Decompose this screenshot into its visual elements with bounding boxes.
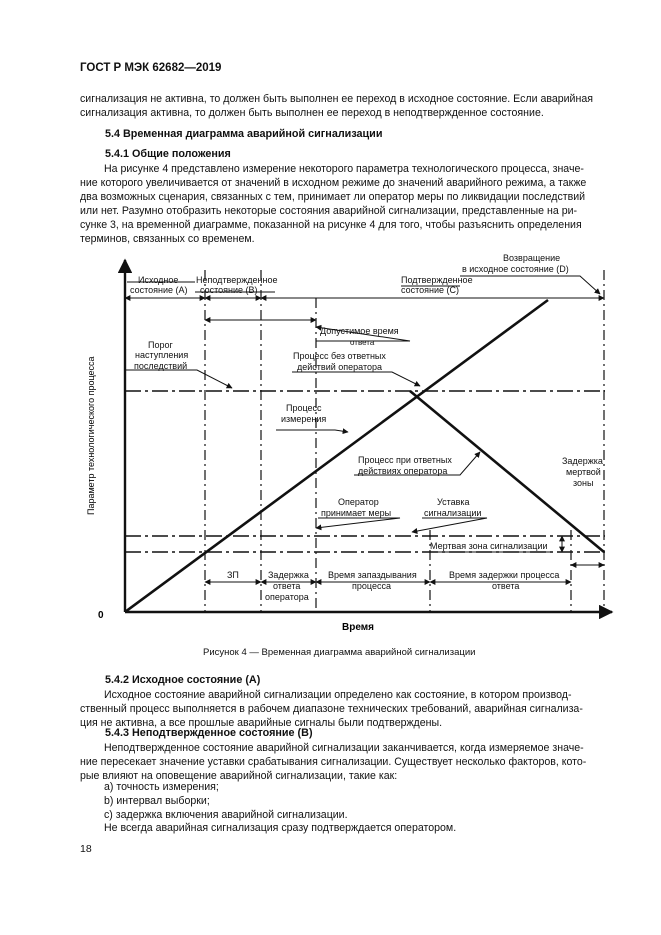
text-line: ственный процесс выполняется в рабочем диапазоне технических требований, аварийная сигнализа- <box>80 703 583 715</box>
subsection-title: 5.4.1 Общие положения <box>105 148 231 160</box>
svg-text:мертвой: мертвой <box>566 467 601 477</box>
no-response-label: Процесс без ответных <box>293 351 386 361</box>
figure-caption: Рисунок 4 — Временная диаграмма аварийной сигнализации <box>203 647 476 658</box>
text-line: рые влияют на оповещение аварийной сигнализации, такие как: <box>80 770 398 782</box>
text-line: На рисунке 4 представлено измерение некоторого параметра технологического процесса, значе- <box>104 163 584 175</box>
text-line: ция не активна, а все прошлые аварийные сигналы были подтверждены. <box>80 717 443 729</box>
x-axis-label: Время <box>342 622 374 633</box>
y-axis-label: Параметр технологического процесса <box>86 356 96 515</box>
svg-text:измерения: измерения <box>281 414 327 424</box>
list-item: а) точность измерения; <box>104 781 219 793</box>
state-c-label: Подтвержденное <box>401 275 473 285</box>
state-b-label: Неподтвержденное <box>196 275 278 285</box>
process-delay-time-label: Время запаздывания <box>328 570 417 580</box>
origin-label: 0 <box>98 610 104 621</box>
svg-text:состояние (B): состояние (B) <box>200 285 258 295</box>
operator-delay-label: Задержка <box>268 570 309 580</box>
threshold-label: Порог <box>148 340 173 350</box>
text-line: сигнализация не активна, то должен быть выполнен ее переход в исходное состояние. Если аварийная <box>80 93 593 105</box>
deadband-label: Мертвая зона сигнализации <box>430 541 548 551</box>
svg-text:ответа: ответа <box>350 338 375 347</box>
svg-text:состояние (A): состояние (A) <box>130 285 188 295</box>
text-line: или нет. Разумно отобразить некоторые состояния аварийной сигнализации, представленные на ри- <box>80 205 578 217</box>
text-line: сигнализация активна, то должен быть выполнен ее переход в неподтвержденное состояние. <box>80 107 544 119</box>
section-title: 5.4 Временная диаграмма аварийной сигнализации <box>105 128 383 140</box>
text-line: сунке 3, на временной диаграмме, показанной на рисунке 4 для того, чтобы разъяснить определения <box>80 219 582 231</box>
text-line: терминов, связанных со временем. <box>80 233 255 245</box>
text-line: два возможных сценария, связанных с тем, принимает ли оператор меры по ликвидации последствий <box>80 191 586 203</box>
document-header: ГОСТ Р МЭК 62682—2019 <box>80 62 222 74</box>
text-line: Исходное состояние аварийной сигнализации определено как состояние, в котором производ- <box>104 689 572 701</box>
state-a-label: Исходное <box>138 275 179 285</box>
svg-text:ответа: ответа <box>273 581 301 591</box>
svg-text:процесса: процесса <box>352 581 391 591</box>
operator-acts-label: Оператор <box>338 497 379 507</box>
state-d-label: Возвращение <box>503 253 561 263</box>
subsection-title: 5.4.3 Неподтвержденное состояние (B) <box>105 727 313 739</box>
svg-text:в исходное состояние (D): в исходное состояние (D) <box>462 264 569 274</box>
zp-label: ЗП <box>227 570 239 580</box>
svg-text:сигнализации: сигнализации <box>424 508 482 518</box>
svg-text:ответа: ответа <box>492 581 520 591</box>
svg-text:зоны: зоны <box>573 478 594 488</box>
text-line: ние которого увеличивается от значений в исходном режиме до значений аварийного режима, а также <box>80 177 587 189</box>
setpoint-label: Уставка <box>437 497 470 507</box>
svg-text:состояние (C): состояние (C) <box>401 285 460 295</box>
subsection-title: 5.4.2 Исходное состояние (A) <box>105 674 261 686</box>
svg-text:наступления: наступления <box>135 350 189 360</box>
list-item: с) задержка включения аварийной сигнализации. <box>104 809 348 821</box>
closing-line: Не всегда аварийная сигнализация сразу подтверждается оператором. <box>104 822 457 834</box>
svg-text:действий оператора: действий оператора <box>297 362 382 372</box>
allowed-time-label: Допустимое время <box>320 326 399 336</box>
process-measurement-line <box>125 300 548 612</box>
svg-text:принимает меры: принимает меры <box>321 508 392 518</box>
process-response-delay-label: Время задержки процесса <box>449 570 560 580</box>
svg-text:действиях оператора: действиях оператора <box>358 466 448 476</box>
with-response-label: Процесс при ответных <box>358 455 452 465</box>
svg-text:оператора: оператора <box>265 592 309 602</box>
text-line: Неподтвержденное состояние аварийной сигнализации заканчивается, когда измеряемое значе- <box>104 742 584 754</box>
page-number: 18 <box>80 843 92 855</box>
process-measurement-label: Процесс <box>286 403 322 413</box>
svg-text:последствий: последствий <box>134 361 188 371</box>
deadband-delay-label: Задержка <box>562 456 603 466</box>
list-item: b) интервал выборки; <box>104 795 210 807</box>
text-line: ние пересекает значение уставки срабатывания сигнализации. Существует несколько факторов, кото- <box>80 756 587 768</box>
